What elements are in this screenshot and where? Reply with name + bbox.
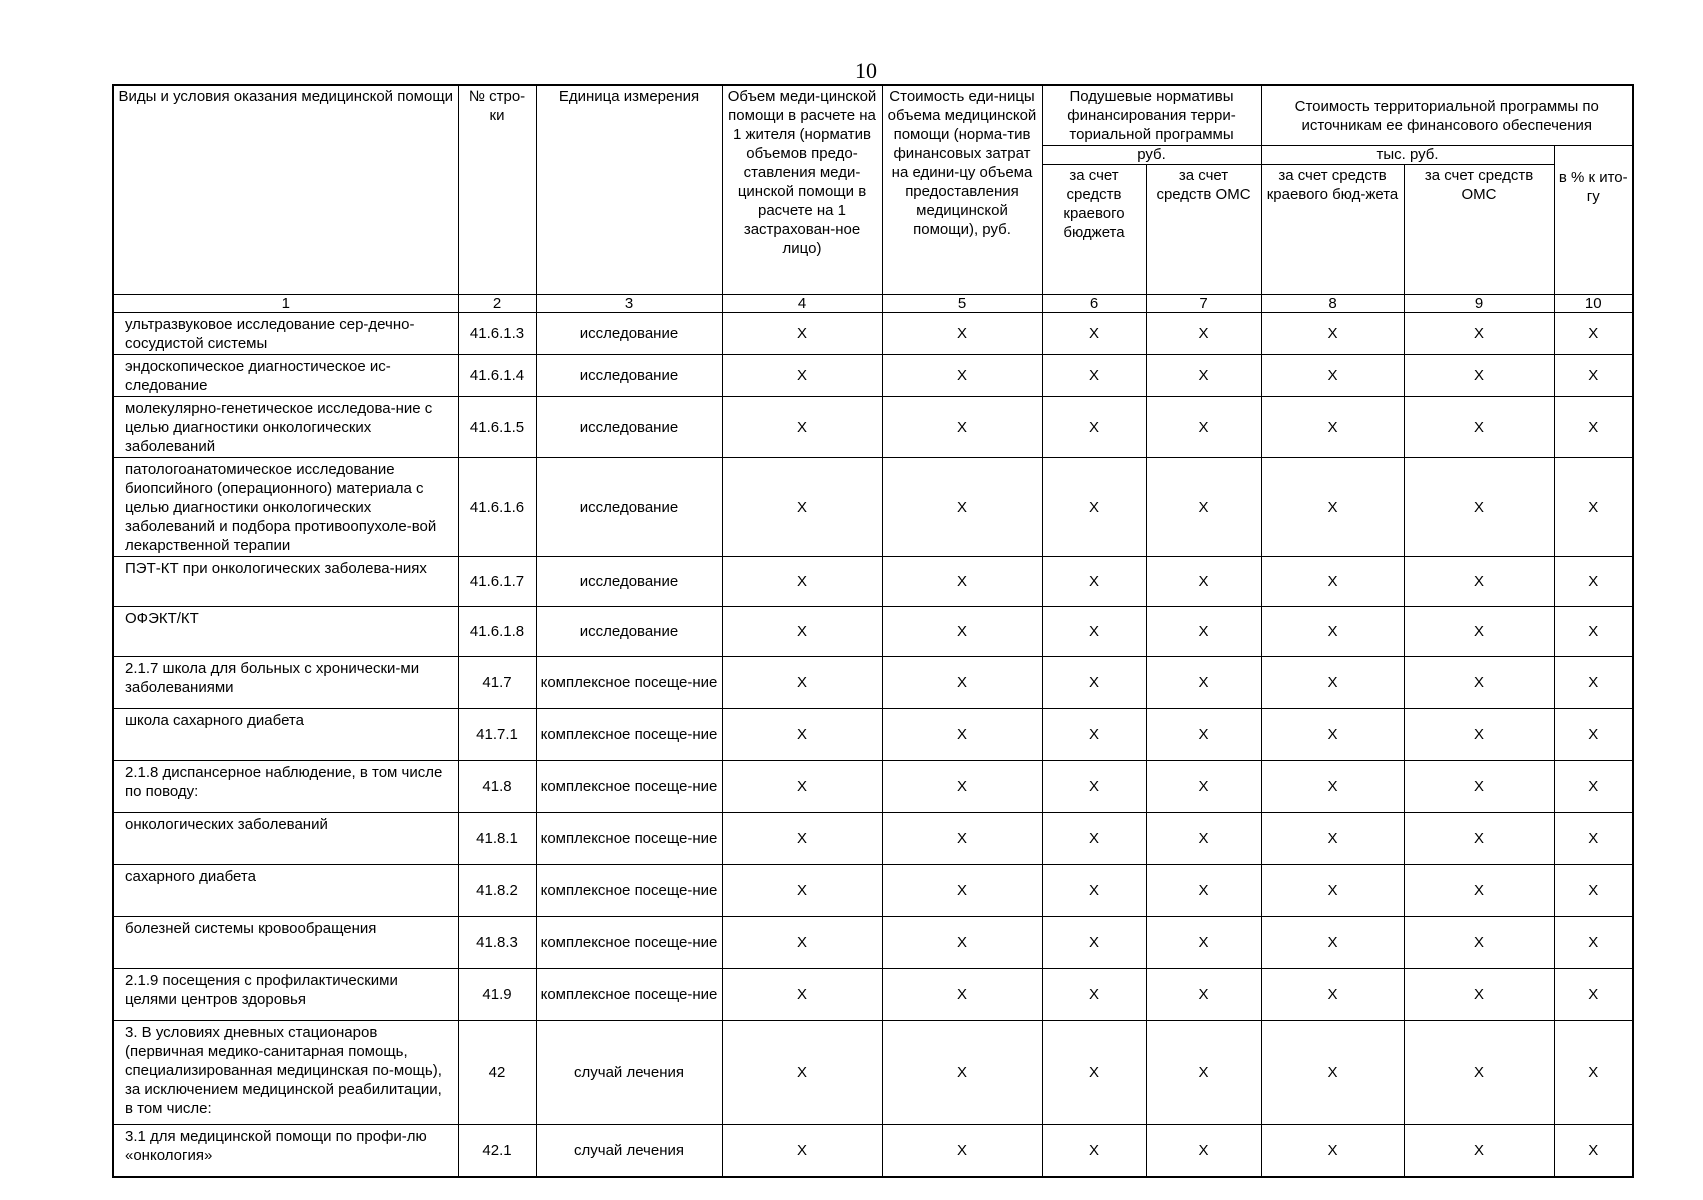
row-mark-col5: X [882,313,1042,355]
row-mark-col6: X [1042,813,1146,865]
row-mark-col10: X [1554,313,1633,355]
table-row [113,1021,1633,1125]
row-unit: исследование [536,557,722,607]
row-mark-col5: X [882,865,1042,917]
row-mark-col8: X [1261,969,1404,1021]
page-number: 10 [855,58,877,83]
row-mark-col8: X [1261,458,1404,557]
row-code: 41.6.1.7 [458,557,536,607]
row-mark-col4: X [722,709,882,761]
column-number: 1 [113,295,458,313]
row-mark-col5: X [882,709,1042,761]
row-name: сахарного диабета [113,865,458,917]
row-mark-col5: X [882,355,1042,397]
row-code: 42.1 [458,1125,536,1177]
row-code: 41.6.1.8 [458,607,536,657]
row-mark-col10: X [1554,397,1633,458]
row-name: онкологических заболеваний [113,813,458,865]
row-code: 41.8 [458,761,536,813]
row-mark-col5: X [882,917,1042,969]
row-mark-col8: X [1261,355,1404,397]
header-cost-group: Стоимость территориальной программы по источникам ее финансового обеспечения [1261,85,1633,146]
table-row [113,709,1633,761]
row-unit: комплексное посеще-ние [536,865,722,917]
row-mark-col9: X [1404,557,1554,607]
row-code: 41.6.1.5 [458,397,536,458]
row-unit: исследование [536,397,722,458]
row-mark-col5: X [882,813,1042,865]
row-mark-col6: X [1042,917,1146,969]
row-mark-col6: X [1042,969,1146,1021]
row-mark-col9: X [1404,607,1554,657]
row-mark-col7: X [1146,761,1261,813]
row-mark-col8: X [1261,313,1404,355]
row-mark-col10: X [1554,917,1633,969]
row-unit: случай лечения [536,1125,722,1177]
row-mark-col6: X [1042,865,1146,917]
row-mark-col7: X [1146,313,1261,355]
row-unit: комплексное посеще-ние [536,761,722,813]
row-code: 41.7.1 [458,709,536,761]
row-name: ОФЭКТ/КТ [113,607,458,657]
row-unit: исследование [536,607,722,657]
row-mark-col10: X [1554,761,1633,813]
table-row [113,557,1633,607]
row-mark-col10: X [1554,458,1633,557]
row-mark-col7: X [1146,1125,1261,1177]
row-unit: комплексное посеще-ние [536,969,722,1021]
table-row [113,813,1633,865]
column-number: 3 [536,295,722,313]
table-row [113,355,1633,397]
row-name: эндоскопическое диагностическое ис-следование [113,355,458,397]
row-mark-col5: X [882,969,1042,1021]
row-mark-col4: X [722,865,882,917]
column-number: 2 [458,295,536,313]
row-mark-col7: X [1146,813,1261,865]
row-mark-col10: X [1554,813,1633,865]
row-mark-col6: X [1042,1021,1146,1125]
row-mark-col9: X [1404,313,1554,355]
row-mark-col6: X [1042,657,1146,709]
row-mark-col10: X [1554,1125,1633,1177]
tariff-table [112,84,1634,1178]
row-mark-col8: X [1261,607,1404,657]
row-unit: комплексное посеще-ние [536,917,722,969]
row-mark-col9: X [1404,458,1554,557]
row-mark-col4: X [722,313,882,355]
column-number: 7 [1146,295,1261,313]
row-mark-col10: X [1554,355,1633,397]
row-mark-col7: X [1146,607,1261,657]
row-mark-col10: X [1554,1021,1633,1125]
row-mark-col8: X [1261,657,1404,709]
row-mark-col5: X [882,657,1042,709]
row-name: молекулярно-генетическое исследова-ние с целью диагностики онкологических заболеваний [113,397,458,458]
row-mark-col4: X [722,397,882,458]
row-code: 41.6.1.6 [458,458,536,557]
row-mark-col6: X [1042,557,1146,607]
row-unit: исследование [536,458,722,557]
table-row [113,865,1633,917]
row-mark-col7: X [1146,557,1261,607]
row-mark-col5: X [882,1021,1042,1125]
row-name: ультразвуковое исследование сер-дечно-сосудистой системы [113,313,458,355]
row-name: 2.1.9 посещения с профилактическими целями центров здоровья [113,969,458,1021]
row-mark-col9: X [1404,813,1554,865]
row-mark-col4: X [722,657,882,709]
row-name: болезней системы кровообращения [113,917,458,969]
row-mark-col8: X [1261,865,1404,917]
row-mark-col4: X [722,1021,882,1125]
row-unit: комплексное посеще-ние [536,813,722,865]
column-number: 10 [1554,295,1633,313]
row-mark-col9: X [1404,397,1554,458]
row-mark-col8: X [1261,397,1404,458]
row-mark-col6: X [1042,761,1146,813]
row-mark-col4: X [722,607,882,657]
row-mark-col9: X [1404,657,1554,709]
row-unit: комплексное посеще-ние [536,709,722,761]
table-row [113,917,1633,969]
row-mark-col7: X [1146,458,1261,557]
row-code: 42 [458,1021,536,1125]
table-row [113,607,1633,657]
row-mark-col10: X [1554,557,1633,607]
row-mark-col4: X [722,458,882,557]
header-regional-budget: за счет средств краевого бюджета [1042,165,1146,295]
row-mark-col8: X [1261,557,1404,607]
header-row-1 [113,85,1633,146]
row-mark-col5: X [882,458,1042,557]
header-percapita-group: Подушевые нормативы финансирования терри-ториальной программы [1042,85,1261,146]
table-row [113,458,1633,557]
row-mark-col4: X [722,355,882,397]
row-mark-col5: X [882,557,1042,607]
row-mark-col7: X [1146,355,1261,397]
header-regional-budget-cost: за счет средств краевого бюд-жета [1261,165,1404,295]
row-mark-col8: X [1261,1125,1404,1177]
row-mark-col6: X [1042,1125,1146,1177]
header-unit: Единица измерения [536,85,722,295]
row-code: 41.8.2 [458,865,536,917]
table-row [113,1125,1633,1177]
row-name: школа сахарного диабета [113,709,458,761]
row-mark-col6: X [1042,397,1146,458]
row-name: патологоанатомическое исследование биопсийного (операционного) материала с целью диагностики онкологических заболеваний и подбора противоопухоле-вой лекарственной терапии [113,458,458,557]
row-code: 41.6.1.3 [458,313,536,355]
row-code: 41.7 [458,657,536,709]
row-mark-col7: X [1146,397,1261,458]
row-mark-col10: X [1554,657,1633,709]
header-unit-thousand-rub: тыс. руб. [1261,146,1554,165]
row-mark-col7: X [1146,709,1261,761]
table-row [113,657,1633,709]
table-row [113,397,1633,458]
row-mark-col7: X [1146,917,1261,969]
row-mark-col8: X [1261,813,1404,865]
row-unit: случай лечения [536,1021,722,1125]
row-mark-col9: X [1404,917,1554,969]
header-oms-cost: за счет средств ОМС [1404,165,1554,295]
row-mark-col8: X [1261,1021,1404,1125]
column-number: 9 [1404,295,1554,313]
header-unit-cost: Стоимость еди-ницы объема медицинской помощи (норма-тив финансовых затрат на едини-цу объема предоставления медицинской помощи), руб. [882,85,1042,295]
row-mark-col10: X [1554,969,1633,1021]
row-mark-col5: X [882,607,1042,657]
row-mark-col10: X [1554,607,1633,657]
row-unit: исследование [536,355,722,397]
header-oms: за счет средств ОМС [1146,165,1261,295]
header-care-types: Виды и условия оказания медицинской помощи [113,85,458,295]
table-row [113,313,1633,355]
row-mark-col6: X [1042,313,1146,355]
row-mark-col6: X [1042,709,1146,761]
table-row [113,969,1633,1021]
row-mark-col9: X [1404,709,1554,761]
row-mark-col5: X [882,1125,1042,1177]
row-mark-col7: X [1146,969,1261,1021]
header-unit-rub: руб. [1042,146,1261,165]
row-mark-col4: X [722,557,882,607]
row-name: 2.1.7 школа для больных с хронически-ми заболеваниями [113,657,458,709]
row-mark-col9: X [1404,1021,1554,1125]
row-mark-col7: X [1146,865,1261,917]
row-mark-col5: X [882,397,1042,458]
row-mark-col7: X [1146,657,1261,709]
column-numbers-row [113,295,1633,313]
row-name: ПЭТ-КТ при онкологических заболева-ниях [113,557,458,607]
row-mark-col5: X [882,761,1042,813]
row-mark-col4: X [722,813,882,865]
row-mark-col9: X [1404,355,1554,397]
row-code: 41.9 [458,969,536,1021]
row-unit: исследование [536,313,722,355]
row-mark-col6: X [1042,355,1146,397]
header-volume: Объем меди-цинской помощи в расчете на 1 жителя (норматив объемов предо-ставления меди-цинской помощи в расчете на 1 застрахован-ное лицо) [722,85,882,295]
row-mark-col4: X [722,969,882,1021]
column-number: 4 [722,295,882,313]
row-mark-col10: X [1554,709,1633,761]
row-mark-col4: X [722,917,882,969]
row-mark-col10: X [1554,865,1633,917]
row-mark-col9: X [1404,865,1554,917]
row-mark-col4: X [722,761,882,813]
row-code: 41.8.1 [458,813,536,865]
row-mark-col6: X [1042,607,1146,657]
column-number: 5 [882,295,1042,313]
row-mark-col9: X [1404,1125,1554,1177]
row-mark-col8: X [1261,761,1404,813]
row-name: 3. В условиях дневных стационаров (первичная медико-санитарная помощь, специализированная медицинская по-мощь), за исключением медицинской реабилитации, в том числе: [113,1021,458,1125]
row-mark-col9: X [1404,761,1554,813]
row-name: 3.1 для медицинской помощи по профи-лю «онкология» [113,1125,458,1177]
row-mark-col8: X [1261,709,1404,761]
row-code: 41.8.3 [458,917,536,969]
row-mark-col9: X [1404,969,1554,1021]
table-row [113,761,1633,813]
column-number: 6 [1042,295,1146,313]
row-mark-col4: X [722,1125,882,1177]
row-code: 41.6.1.4 [458,355,536,397]
row-mark-col7: X [1146,1021,1261,1125]
header-percent: в % к ито-гу [1554,146,1633,295]
header-row-number: № стро-ки [458,85,536,295]
row-name: 2.1.8 диспансерное наблюдение, в том числе по поводу: [113,761,458,813]
row-mark-col8: X [1261,917,1404,969]
row-mark-col6: X [1042,458,1146,557]
row-unit: комплексное посеще-ние [536,657,722,709]
column-number: 8 [1261,295,1404,313]
